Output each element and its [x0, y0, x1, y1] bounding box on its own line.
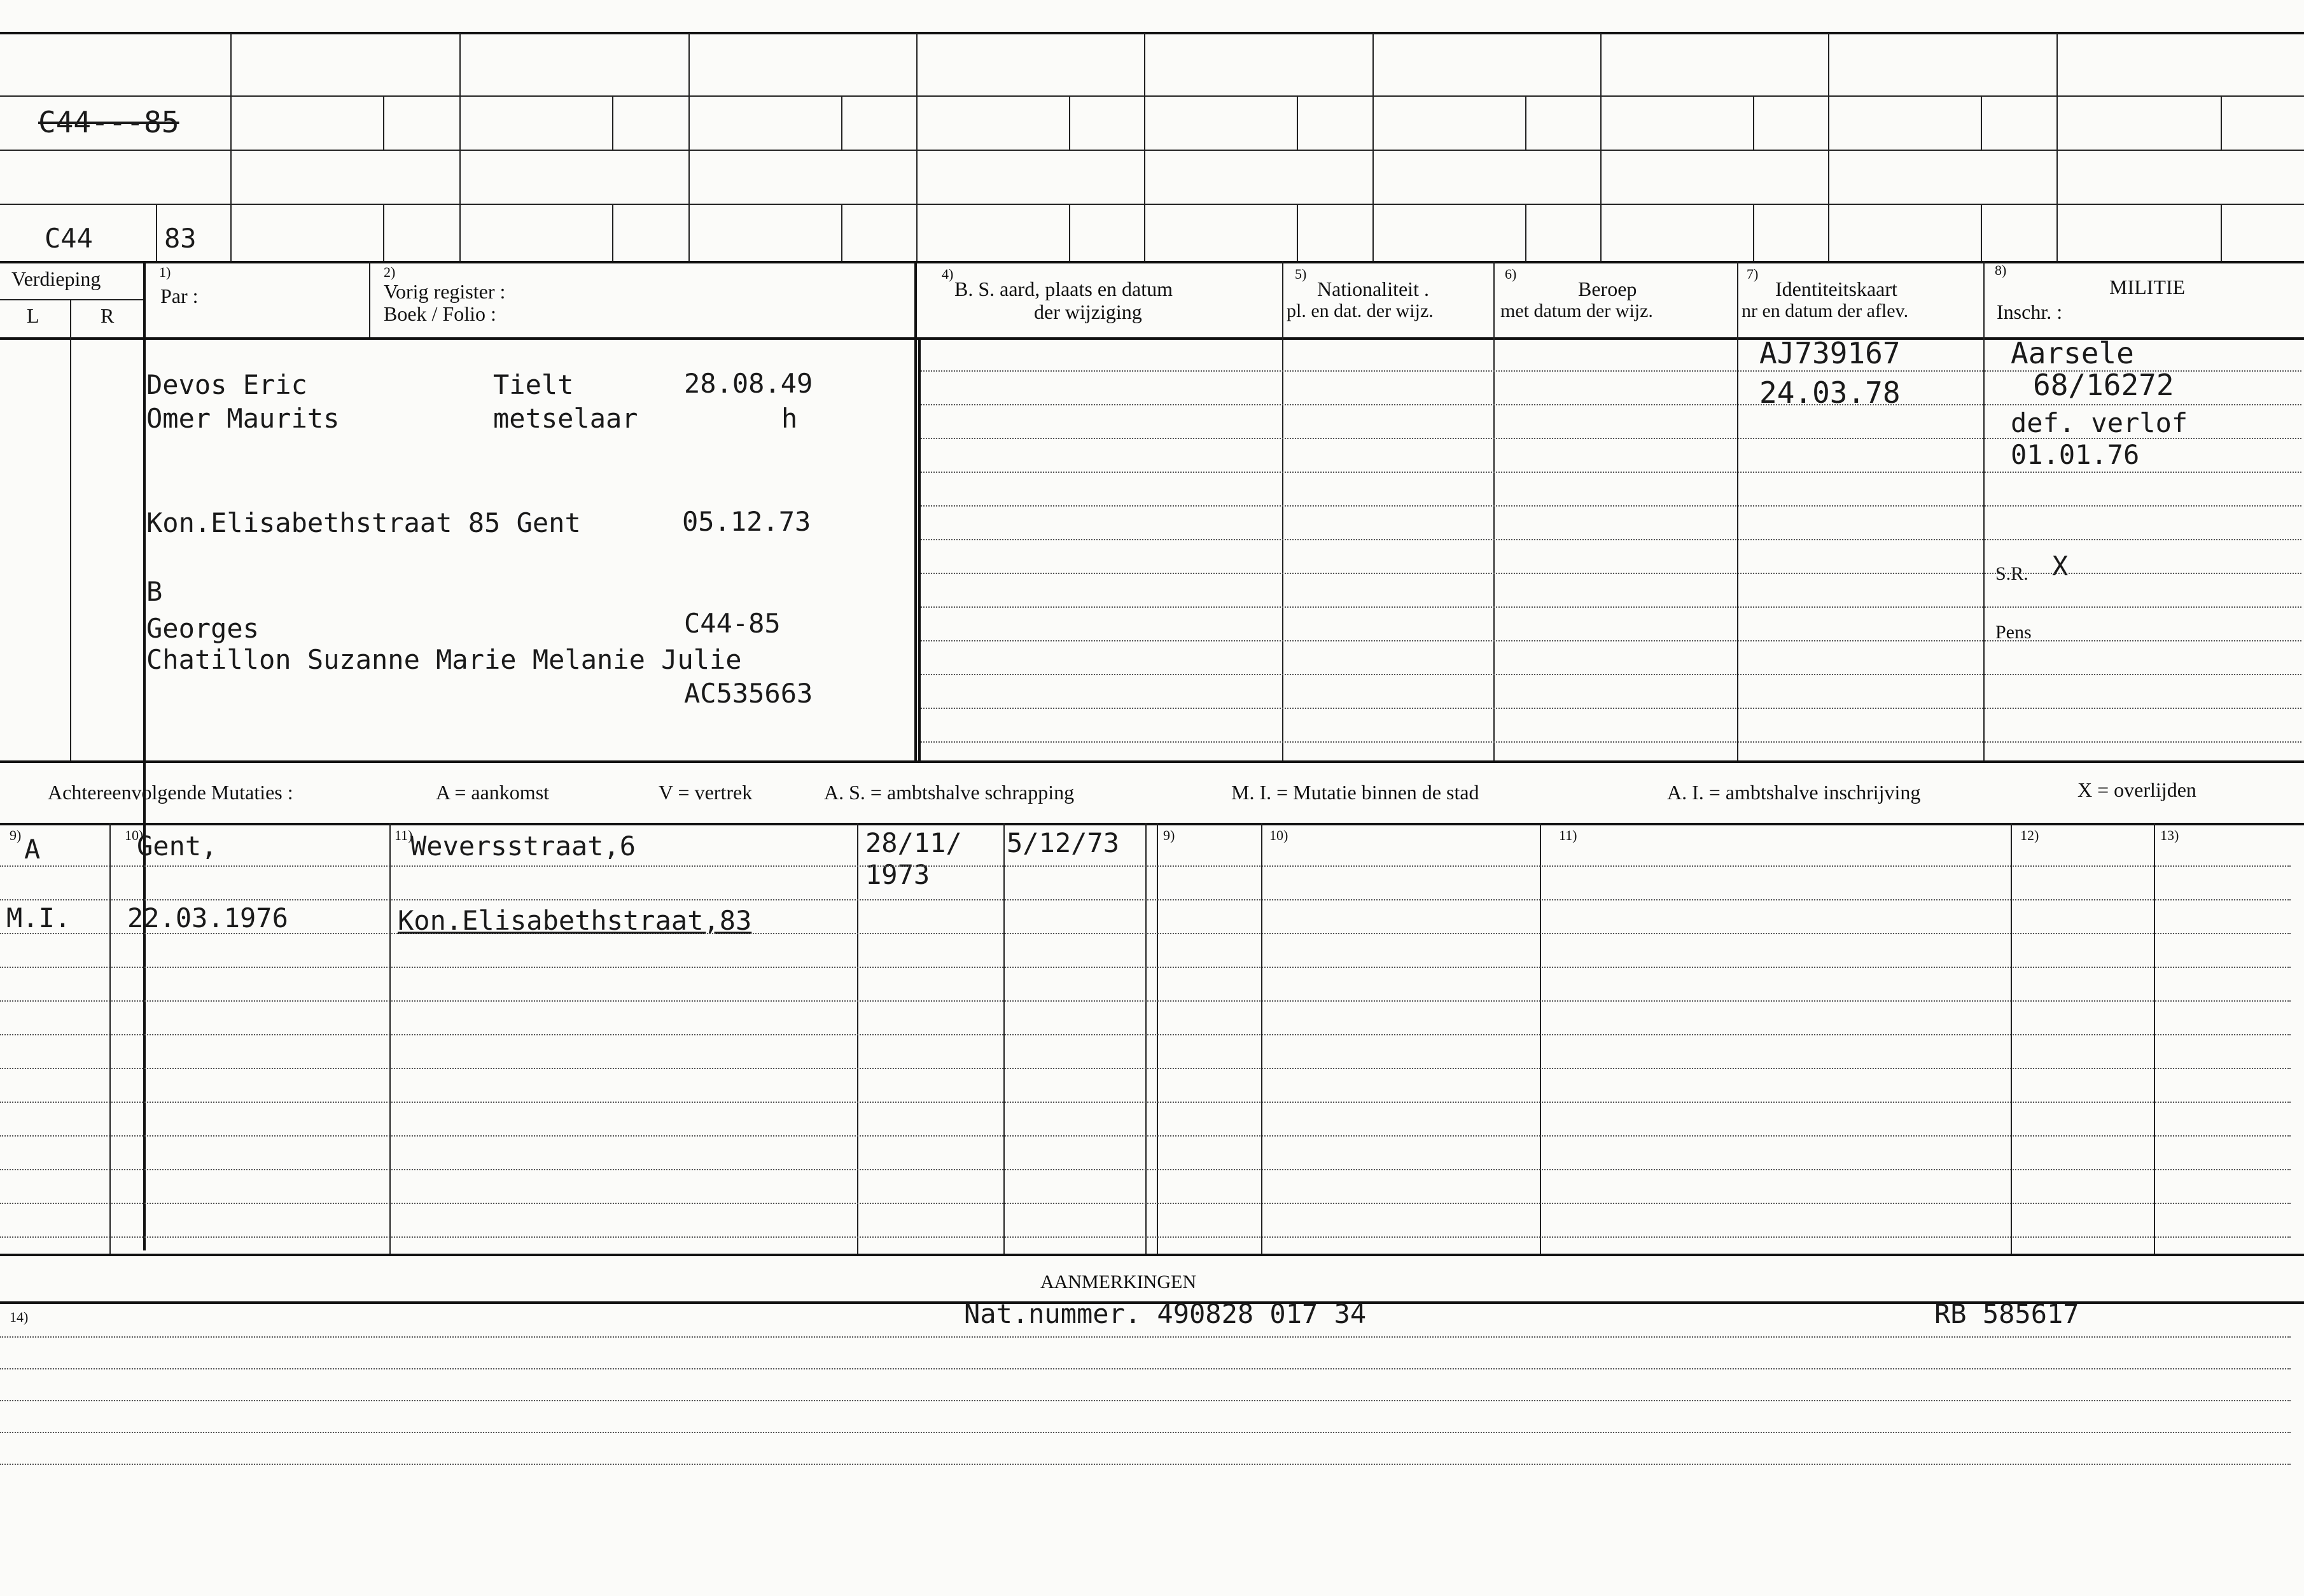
person-birthplace: Tielt	[493, 369, 574, 400]
verdieping-label: Verdieping	[11, 267, 101, 290]
n10: 10)	[1269, 827, 1288, 843]
col2-num: 2)	[384, 264, 396, 280]
col2-line1: Vorig register :	[384, 280, 506, 303]
grid-col	[916, 33, 918, 261]
person-address-date: 05.12.73	[682, 506, 811, 537]
ruled-line	[0, 899, 2291, 900]
ruled-line	[921, 472, 2301, 473]
grid-col	[1600, 33, 1602, 261]
mutations-bottom	[0, 1254, 2304, 1256]
n12: 12)	[2020, 827, 2039, 843]
identity-number: AJ739167	[1759, 336, 1901, 370]
remarks-title: AANMERKINGEN	[1040, 1271, 1196, 1292]
sr-label: S.R.	[1995, 563, 2028, 584]
col8-line2: Inschr. :	[1997, 300, 2063, 323]
n9: 9)	[1163, 827, 1175, 843]
ruled-line	[921, 505, 2301, 507]
ruled-line	[921, 370, 2301, 372]
militie-status-date: 01.01.76	[2011, 439, 2140, 470]
person-name: Devos Eric	[146, 369, 307, 400]
ruled-line	[921, 438, 2301, 439]
col8-line1: MILITIE	[2109, 276, 2186, 298]
header-bottom	[0, 337, 2304, 340]
col7-num: 7)	[1747, 266, 1759, 282]
person-birthdate: 28.08.49	[684, 368, 813, 399]
ruled-line	[0, 1400, 2291, 1401]
person-mother-id: AC535663	[684, 678, 813, 709]
militie-place: Aarsele	[2011, 336, 2134, 370]
legend-mi: M. I. = Mutatie binnen de stad	[1231, 781, 1479, 804]
row2-num: 83	[164, 223, 197, 254]
ruled-line	[921, 404, 2301, 405]
col4-line2: der wijziging	[1034, 300, 1142, 323]
col8-num: 8)	[1995, 262, 2007, 278]
legend-ai: A. I. = ambtshalve inschrijving	[1667, 781, 1921, 804]
ruled-line	[0, 1236, 2291, 1238]
person-firstnames: Omer Maurits	[146, 403, 340, 434]
grid-col	[1144, 33, 1145, 261]
r-label: R	[101, 304, 115, 327]
grid-col	[688, 33, 690, 261]
col5-line1: Nationaliteit .	[1317, 277, 1429, 300]
ruled-line	[0, 1034, 2291, 1035]
mut-street: Weversstraat,6	[410, 830, 636, 862]
col1-label: Par :	[160, 284, 199, 307]
col5-line2: pl. en dat. der wijz.	[1287, 300, 1434, 321]
grid-col	[2056, 33, 2058, 261]
col-divider	[914, 261, 917, 760]
ruled-line	[0, 1464, 2291, 1465]
ruled-line	[921, 708, 2301, 709]
l-label: L	[27, 304, 39, 327]
grid-col	[1372, 33, 1374, 261]
person-occupation: metselaar	[493, 403, 638, 434]
mut-date1: 28/11/	[865, 827, 962, 858]
ruled-line	[0, 1135, 2291, 1137]
ruled-line	[0, 933, 2291, 934]
grid-line	[0, 95, 2304, 97]
ruled-line	[921, 573, 2301, 574]
ruled-line	[0, 1169, 2291, 1170]
ruled-line	[0, 865, 2291, 867]
col4-line1: B. S. aard, plaats en datum	[954, 277, 1173, 300]
militie-number: 68/16272	[2033, 368, 2174, 402]
ruled-line	[0, 1368, 2291, 1369]
ruled-line	[0, 1432, 2291, 1433]
col1-num: 1)	[159, 264, 171, 280]
ruled-line	[921, 741, 2301, 743]
mut-place: Gent,	[137, 830, 218, 862]
legend-title: Achtereenvolgende Mutaties :	[48, 781, 293, 804]
grid-line	[0, 261, 2304, 263]
col7-line2: nr en datum der aflev.	[1742, 300, 1909, 321]
mut-date2: 5/12/73	[1007, 827, 1120, 858]
person-mother: Chatillon Suzanne Marie Melanie Julie	[146, 644, 742, 675]
ruled-line	[921, 674, 2301, 675]
col7-line1: Identiteitskaart	[1775, 277, 1897, 300]
militie-status: def. verlof	[2011, 407, 2188, 438]
col2-line2: Boek / Folio :	[384, 302, 496, 325]
mut-date1b: 1973	[865, 859, 930, 890]
n11: 11)	[1559, 827, 1577, 843]
mutations-top	[0, 823, 2304, 825]
mut-code-2: M.I.	[6, 902, 71, 934]
ruled-line	[0, 1203, 2291, 1204]
grid-line	[0, 204, 2304, 205]
person-sex: h	[781, 403, 798, 434]
national-number: Nat.nummer. 490828 017 34	[964, 1298, 1367, 1329]
legend-x: X = overlijden	[2077, 778, 2196, 801]
col6-num: 6)	[1505, 266, 1517, 282]
remarks-num: 14)	[10, 1309, 29, 1325]
col5-num: 5)	[1295, 266, 1307, 282]
person-nationality: B	[146, 576, 163, 607]
top-border	[0, 32, 2304, 34]
col6-line1: Beroep	[1578, 277, 1637, 300]
ruled-line	[921, 606, 2301, 608]
person-father: Georges	[146, 613, 260, 644]
registration-card: C44---85 C44 83 Verdieping L R 1) Par : 2) Vorig register : Boek / Folio : 4) B. S. aard, plaats en datum der wijziging 5) Nationaliteit . pl. en dat. der wijz. 6) Beroep met datum der wijz. 7) Identiteitskaart nr en datum der aflev. 8) MILITIE Inschr. : Devos Eric Tielt 28.08.49 Omer Maurits metselaar h Kon.Elisabethstraat 85 Gent 05.12.73 B Georges C44-85 Chatillon Suzanne Marie Melanie Julie AC535663 AJ739167 24.03.78 Aarsele 68/16272 def. verlof 01.01.76 S.R. X Pens Achtereenvolgende Mutaties : A = aankomst V = vertrek A. S. = ambtshalve schrapping M. I. = Mutatie binnen de stad A. I. = ambtshalve inschrijving X = overlijden 9) 10) 11) 9) 10) 11) 12) 13) A Gent, Weversstraat,6 28/11/ 1973 5/12/73 M.I. 22.03.1976 Kon.Elisabethstraat,83 AANMERKINGEN 14) Nat.nummer. 490828 017 34 RB 585617	[0, 0, 2304, 1596]
mut-code: A	[24, 834, 41, 865]
person-ref: C44-85	[684, 608, 781, 639]
grid-col	[230, 33, 232, 261]
ruled-line	[921, 640, 2301, 641]
sr-value: X	[2052, 550, 2069, 582]
col4-num: 4)	[942, 266, 954, 282]
col6-line2: met datum der wijz.	[1500, 300, 1653, 321]
ruled-line	[0, 1336, 2291, 1338]
legend-v: V = vertrek	[659, 781, 753, 804]
grid-col	[459, 33, 461, 261]
mut-street-2: Kon.Elisabethstraat,83	[398, 905, 752, 936]
row2-code: C44	[45, 223, 93, 254]
ruled-line	[921, 539, 2301, 540]
identity-date: 24.03.78	[1759, 375, 1901, 410]
ruled-line	[0, 1068, 2291, 1069]
row1-code: C44---85	[38, 105, 179, 139]
rb-number: RB 585617	[1934, 1298, 2079, 1329]
ruled-line	[0, 1102, 2291, 1103]
person-address: Kon.Elisabethstraat 85 Gent	[146, 507, 581, 538]
grid-col	[1828, 33, 1829, 261]
legend-a: A = aankomst	[436, 781, 550, 804]
ruled-line	[0, 1000, 2291, 1002]
legend-as: A. S. = ambtshalve schrapping	[824, 781, 1075, 804]
n13: 13)	[2160, 827, 2179, 843]
ruled-line	[0, 967, 2291, 968]
mut-place-2: 22.03.1976	[127, 902, 288, 934]
grid-line	[0, 150, 2304, 151]
pens-label: Pens	[1995, 622, 2032, 643]
legend-top	[0, 760, 2304, 763]
